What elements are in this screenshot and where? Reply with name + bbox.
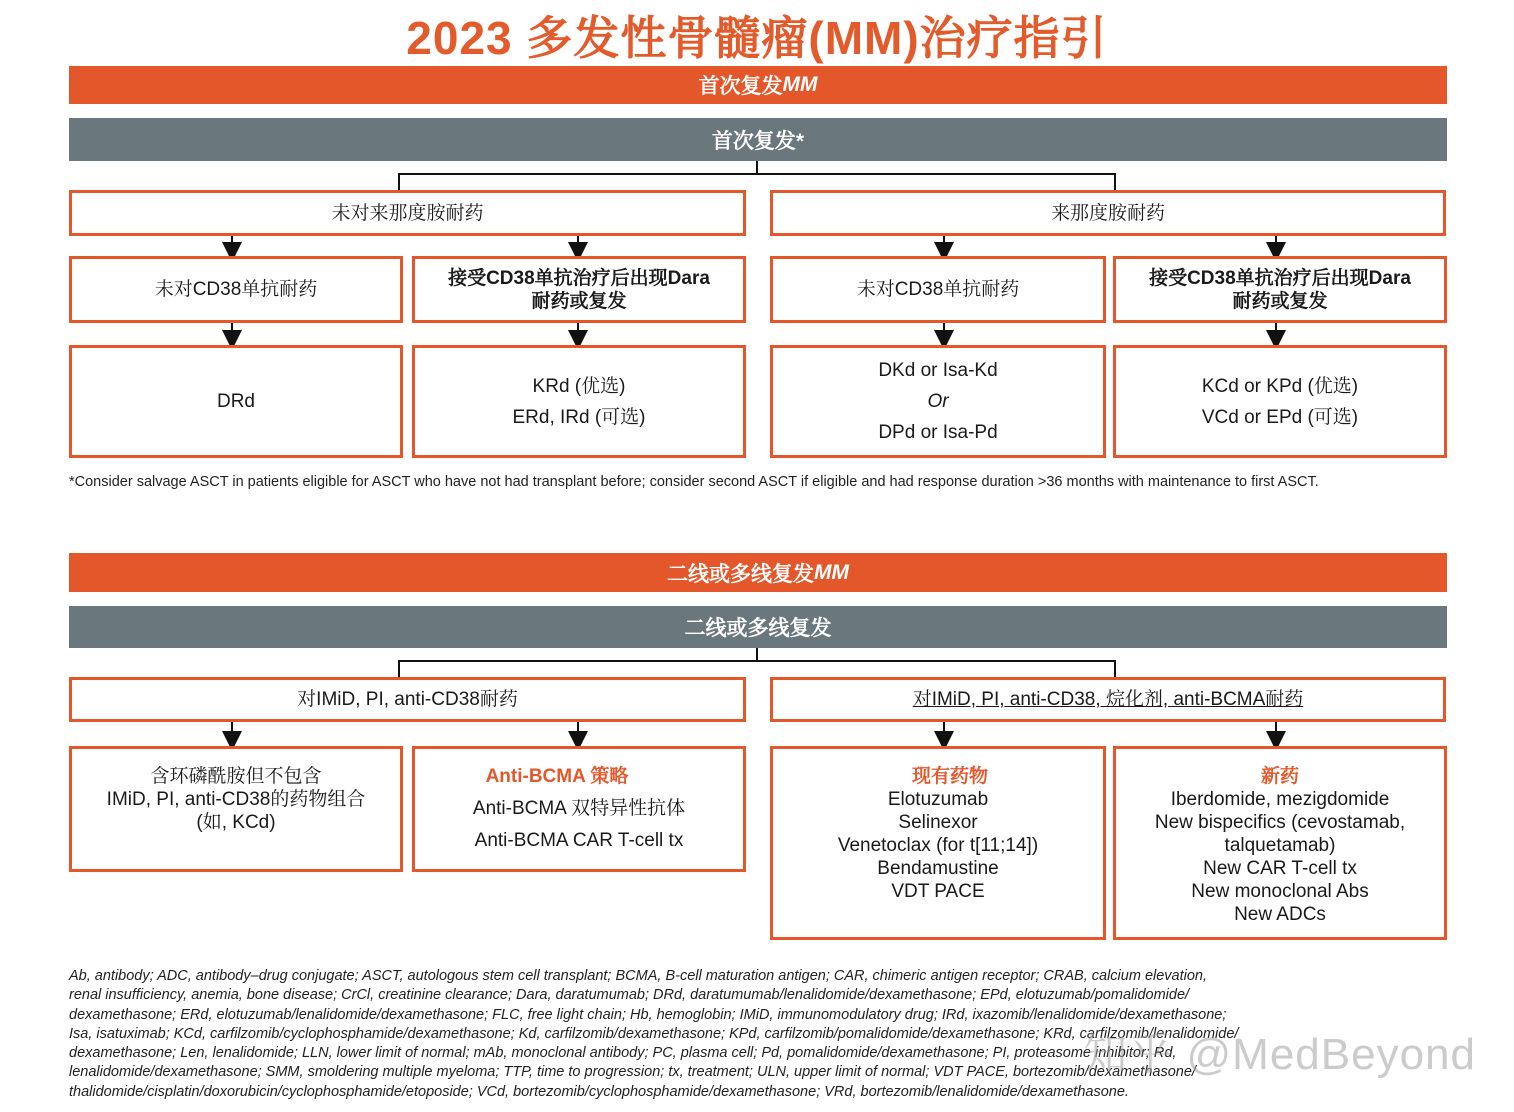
s2-b2-line: talquetamab) xyxy=(1224,835,1336,856)
treatment-line: DPd or Isa-Pd xyxy=(878,422,998,443)
s2-a1-box xyxy=(69,746,403,872)
s2-b1-line: VDT PACE xyxy=(891,881,985,902)
s2-b1-box xyxy=(770,746,1106,940)
page-title: 2023 多发性骨髓瘤(MM)治疗指引 xyxy=(406,12,1108,64)
s1-a1-label: 未对CD38单抗耐药 xyxy=(69,256,403,323)
s1-a2-treatment xyxy=(412,345,746,458)
s2-b1-line: Elotuzumab xyxy=(887,789,989,810)
section1-header-italic: MM xyxy=(782,73,818,96)
abbr-line: Ab, antibody; ADC, antibody–drug conjugate; ASCT, autologous stem cell transplant; BCMA, B-cell maturation antigen; CAR, chimeric antigen receptor; CRAB, calcium elevation, xyxy=(69,968,1208,984)
s1-b1-treatment xyxy=(770,345,1106,458)
s2-a2-line: Anti-BCMA 双特异性抗体 xyxy=(472,798,686,819)
abbr-line: thalidomide/cisplatin/doxorubicin/cyclophosphamide/etoposide; VCd, bortezomib/cyclophosphamide/dexamethasone; VRd, bortezomib/lenalidomide/dexamethasone. xyxy=(69,1083,1129,1100)
treatment-line: DKd or Isa-Kd xyxy=(878,360,998,381)
s2-b1-heading: 现有药物 xyxy=(911,766,988,787)
s1-branch-a: 未对来那度胺耐药 xyxy=(69,190,746,236)
treatment-line: VCd or EPd (可选) xyxy=(1201,406,1359,428)
s2-a1-line: 含环磷酰胺但不包含 xyxy=(150,766,322,787)
treatment-line: KRd (优选) xyxy=(532,375,626,397)
treatment-line: DRd xyxy=(216,391,255,412)
section2-header xyxy=(69,553,1447,592)
s2-b2-line: New monoclonal Abs xyxy=(1191,881,1369,902)
s2-b2-line: New CAR T-cell tx xyxy=(1203,858,1357,879)
s2-branch-a: 对IMiD, PI, anti-CD38耐药 xyxy=(69,677,746,722)
section1-subheader: 首次复发* xyxy=(69,118,1447,161)
abbr-line: lenalidomide/dexamethasone; SMM, smoldering multiple myeloma; TTP, time to progression; tx, treatment; ULN, upper limit of normal; VDT PACE, bortezomib/dexamethasone/ xyxy=(69,1064,1196,1081)
s2-b2-box xyxy=(1113,746,1447,940)
section1-footnote: *Consider salvage ASCT in patients eligible for ASCT who have not had transplant before; consider second ASCT if eligible and had response duration >36 months with maintenance to first ASCT. xyxy=(69,474,1319,490)
treatment-line: ERd, IRd (可选) xyxy=(512,406,646,428)
s2-b2-heading: 新药 xyxy=(1260,766,1299,787)
treatment-or: Or xyxy=(927,391,949,412)
abbr-line: dexamethasone; Len, lenalidomide; LLN, lower limit of normal; mAb, monoclonal antibody; PC, plasma cell; Pd, pomalidomide/dexamethasone; PI, proteasome inhibitor; Rd, xyxy=(69,1045,1177,1062)
section2-header-text: 二线或多线复发 xyxy=(667,562,814,586)
s2-a2-box xyxy=(412,746,746,872)
watermark: 知乎 @MedBeyond xyxy=(1083,1030,1476,1079)
s2-b2-line: New ADCs xyxy=(1234,904,1326,925)
section2-subheader: 二线或多线复发 xyxy=(69,606,1447,648)
section1-header-text: 首次复发 xyxy=(698,75,783,98)
s2-a1-line: (如, KCd) xyxy=(196,812,276,833)
s1-b2-treatment xyxy=(1113,345,1447,458)
s2-a1-line: IMiD, PI, anti-CD38的药物组合 xyxy=(106,789,366,810)
treatment-line: KCd or KPd (优选) xyxy=(1201,375,1359,397)
s1-b2-label: 接受CD38单抗治疗后出现Dara耐药或复发 xyxy=(1113,256,1447,323)
s1-a1-treatment xyxy=(69,345,403,458)
s2-a2-line: Anti-BCMA CAR T-cell tx xyxy=(474,830,684,851)
s1-branch-b: 来那度胺耐药 xyxy=(770,190,1446,236)
section2-tree-connector xyxy=(399,648,1115,677)
section2-header-italic: MM xyxy=(814,560,849,584)
s2-b1-line: Venetoclax (for t[11;14]) xyxy=(837,835,1039,856)
s2-b1-line: Selinexor xyxy=(898,812,978,833)
s2-a2-heading: Anti-BCMA 策略 xyxy=(485,766,629,787)
abbr-line: renal insufficiency, anemia, bone disease; CrCl, creatinine clearance; Dara, daratumumab; DRd, daratumumab/lenalidomide/dexamethasone; EPd, elotuzumab/pomalidomide/ xyxy=(69,987,1190,1004)
abbr-line: Isa, isatuximab; KCd, carfilzomib/cyclophosphamide/dexamethasone; Kd, carfilzomib/dexamethasone; KPd, carfilzomib/pomalidomide/dexamethasone; KRd, carfilzomib/lenalidomide/ xyxy=(69,1025,1239,1042)
s2-branch-b: 对IMiD, PI, anti-CD38, 烷化剂, anti-BCMA耐药 xyxy=(770,677,1446,722)
s2-b2-line: Iberdomide, mezigdomide xyxy=(1170,789,1390,810)
abbr-line: dexamethasone; ERd, elotuzumab/lenalidomide/dexamethasone; FLC, free light chain; Hb, hemoglobin; IMiD, immunomodulatory drug; IRd, ixazomib/lenalidomide/dexamethasone; xyxy=(69,1006,1227,1023)
s2-b2-line: New bispecifics (cevostamab, xyxy=(1154,812,1406,833)
s2-b1-line: Bendamustine xyxy=(877,858,999,879)
s1-a2-label: 接受CD38单抗治疗后出现Dara耐药或复发 xyxy=(412,256,746,323)
section1-tree-connector xyxy=(399,161,1115,190)
s1-b1-label: 未对CD38单抗耐药 xyxy=(770,256,1106,323)
